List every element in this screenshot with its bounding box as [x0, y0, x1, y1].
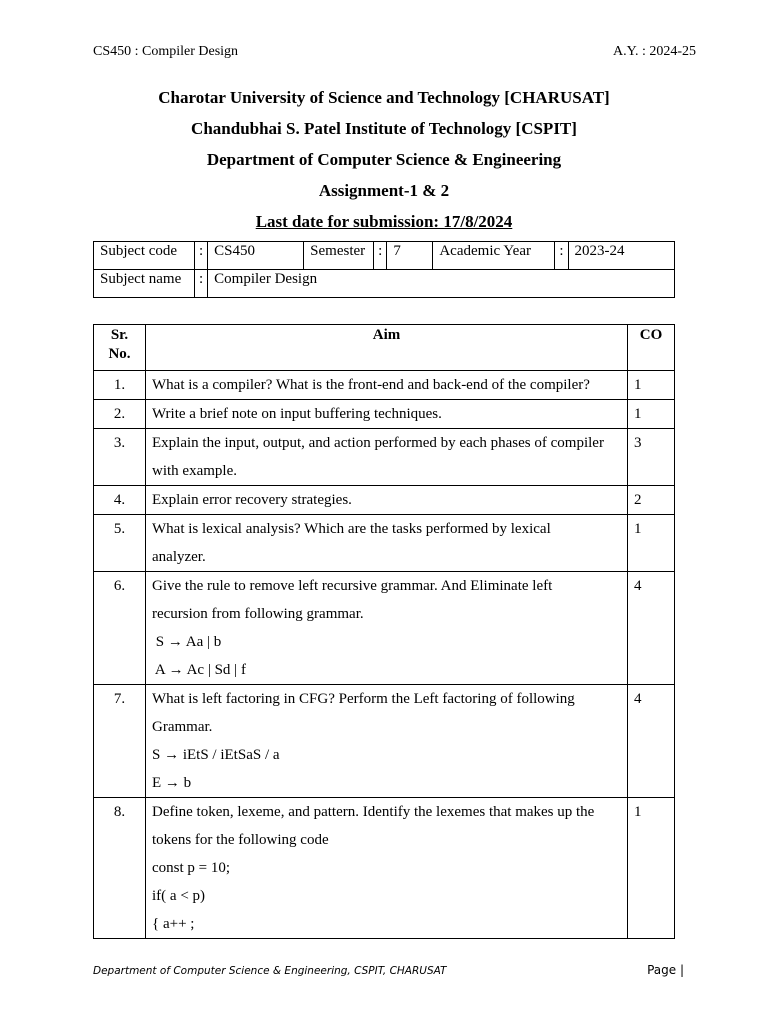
academic-year-label: Academic Year [433, 242, 555, 270]
aim-line: What is left factoring in CFG? Perform the Left factoring of following [152, 691, 575, 707]
aim-cell [146, 400, 628, 429]
co-cell: 4 [628, 685, 675, 798]
table-row [94, 798, 675, 939]
aim-line: Define token, lexeme, and pattern. Identify the lexemes that makes up the [152, 804, 595, 820]
sr-no-cell: 3. [94, 429, 146, 486]
table-row [94, 400, 675, 429]
table-row [94, 685, 675, 798]
subject-name-label: Subject name [94, 270, 195, 298]
aim-line: { a++ ; [152, 916, 195, 932]
subject-code-label: Subject code [94, 242, 195, 270]
subject-info-table [93, 241, 675, 298]
institute-title: Chandubhai S. Patel Institute of Technology [CSPIT] [191, 119, 577, 138]
footer-department: Department of Computer Science & Engineering, CSPIT, CHARUSAT [93, 965, 447, 977]
sr-no-cell: 2. [94, 400, 146, 429]
aim-cell [146, 371, 628, 400]
aim-line: S → Aa | b [152, 634, 222, 650]
assignment-title: Assignment-1 & 2 [318, 181, 450, 200]
aim-line: if( a < p) [152, 888, 206, 904]
aim-cell [146, 515, 628, 572]
aim-cell [146, 486, 628, 515]
co-cell: 3 [628, 429, 675, 486]
aim-cell [146, 685, 628, 798]
co-cell: 1 [628, 400, 675, 429]
aim-line: Write a brief note on input buffering techniques. [152, 406, 442, 422]
header-academic-year: A.Y. : 2024-25 [613, 44, 696, 59]
aim-line: Give the rule to remove left recursive grammar. And Eliminate left [152, 578, 553, 594]
subject-name-value: Compiler Design [208, 270, 675, 298]
sr-no-cell: 5. [94, 515, 146, 572]
sr-no-header [94, 325, 146, 371]
aim-line: S → iEtS / iEtSaS / a [152, 747, 280, 763]
sr-no-cell: 7. [94, 685, 146, 798]
colon: : [374, 242, 387, 270]
co-cell: 4 [628, 572, 675, 685]
co-cell: 2 [628, 486, 675, 515]
assignment-table [93, 324, 675, 939]
co-cell: 1 [628, 798, 675, 939]
aim-line: Explain error recovery strategies. [152, 492, 352, 508]
sr-no-cell: 6. [94, 572, 146, 685]
university-title: Charotar University of Science and Technology [CHARUSAT] [158, 88, 610, 107]
sr-no-cell: 4. [94, 486, 146, 515]
subject-code-value: CS450 [208, 242, 304, 270]
table-row [94, 515, 675, 572]
table-row [94, 486, 675, 515]
sr-no-cell: 8. [94, 798, 146, 939]
semester-value: 7 [387, 242, 433, 270]
submission-deadline: Last date for submission: 17/8/2024 [255, 212, 513, 231]
aim-line: What is lexical analysis? Which are the tasks performed by lexical [152, 521, 551, 537]
department-title: Department of Computer Science & Engineering [206, 150, 562, 169]
colon: : [195, 242, 208, 270]
aim-line: tokens for the following code [152, 832, 329, 848]
table-row [94, 371, 675, 400]
aim-line: analyzer. [152, 549, 206, 565]
aim-line: E → b [152, 775, 192, 791]
aim-line: with example. [152, 463, 237, 479]
aim-line: Grammar. [152, 719, 213, 735]
header-course: CS450 : Compiler Design [93, 44, 239, 59]
table-row [94, 429, 675, 486]
aim-line: const p = 10; [152, 860, 231, 876]
co-cell: 1 [628, 515, 675, 572]
co-header: CO [628, 325, 675, 371]
sr-no-cell: 1. [94, 371, 146, 400]
semester-label: Semester [304, 242, 374, 270]
academic-year-value: 2023-24 [568, 242, 674, 270]
table-row [94, 572, 675, 685]
title-block [0, 86, 768, 241]
co-cell: 1 [628, 371, 675, 400]
aim-cell [146, 572, 628, 685]
aim-header: Aim [146, 325, 628, 371]
colon: : [555, 242, 568, 270]
sr-header-line2: No. [108, 346, 131, 362]
aim-cell [146, 429, 628, 486]
aim-line: Explain the input, output, and action performed by each phases of compiler [152, 435, 604, 451]
sr-header-line1: Sr. [110, 327, 129, 343]
aim-line: A → Ac | Sd | f [152, 662, 246, 678]
aim-cell [146, 798, 628, 939]
aim-line: recursion from following grammar. [152, 606, 364, 622]
colon: : [195, 270, 208, 298]
footer-page: Page | [647, 963, 684, 977]
aim-line: What is a compiler? What is the front-end and back-end of the compiler? [152, 377, 590, 393]
